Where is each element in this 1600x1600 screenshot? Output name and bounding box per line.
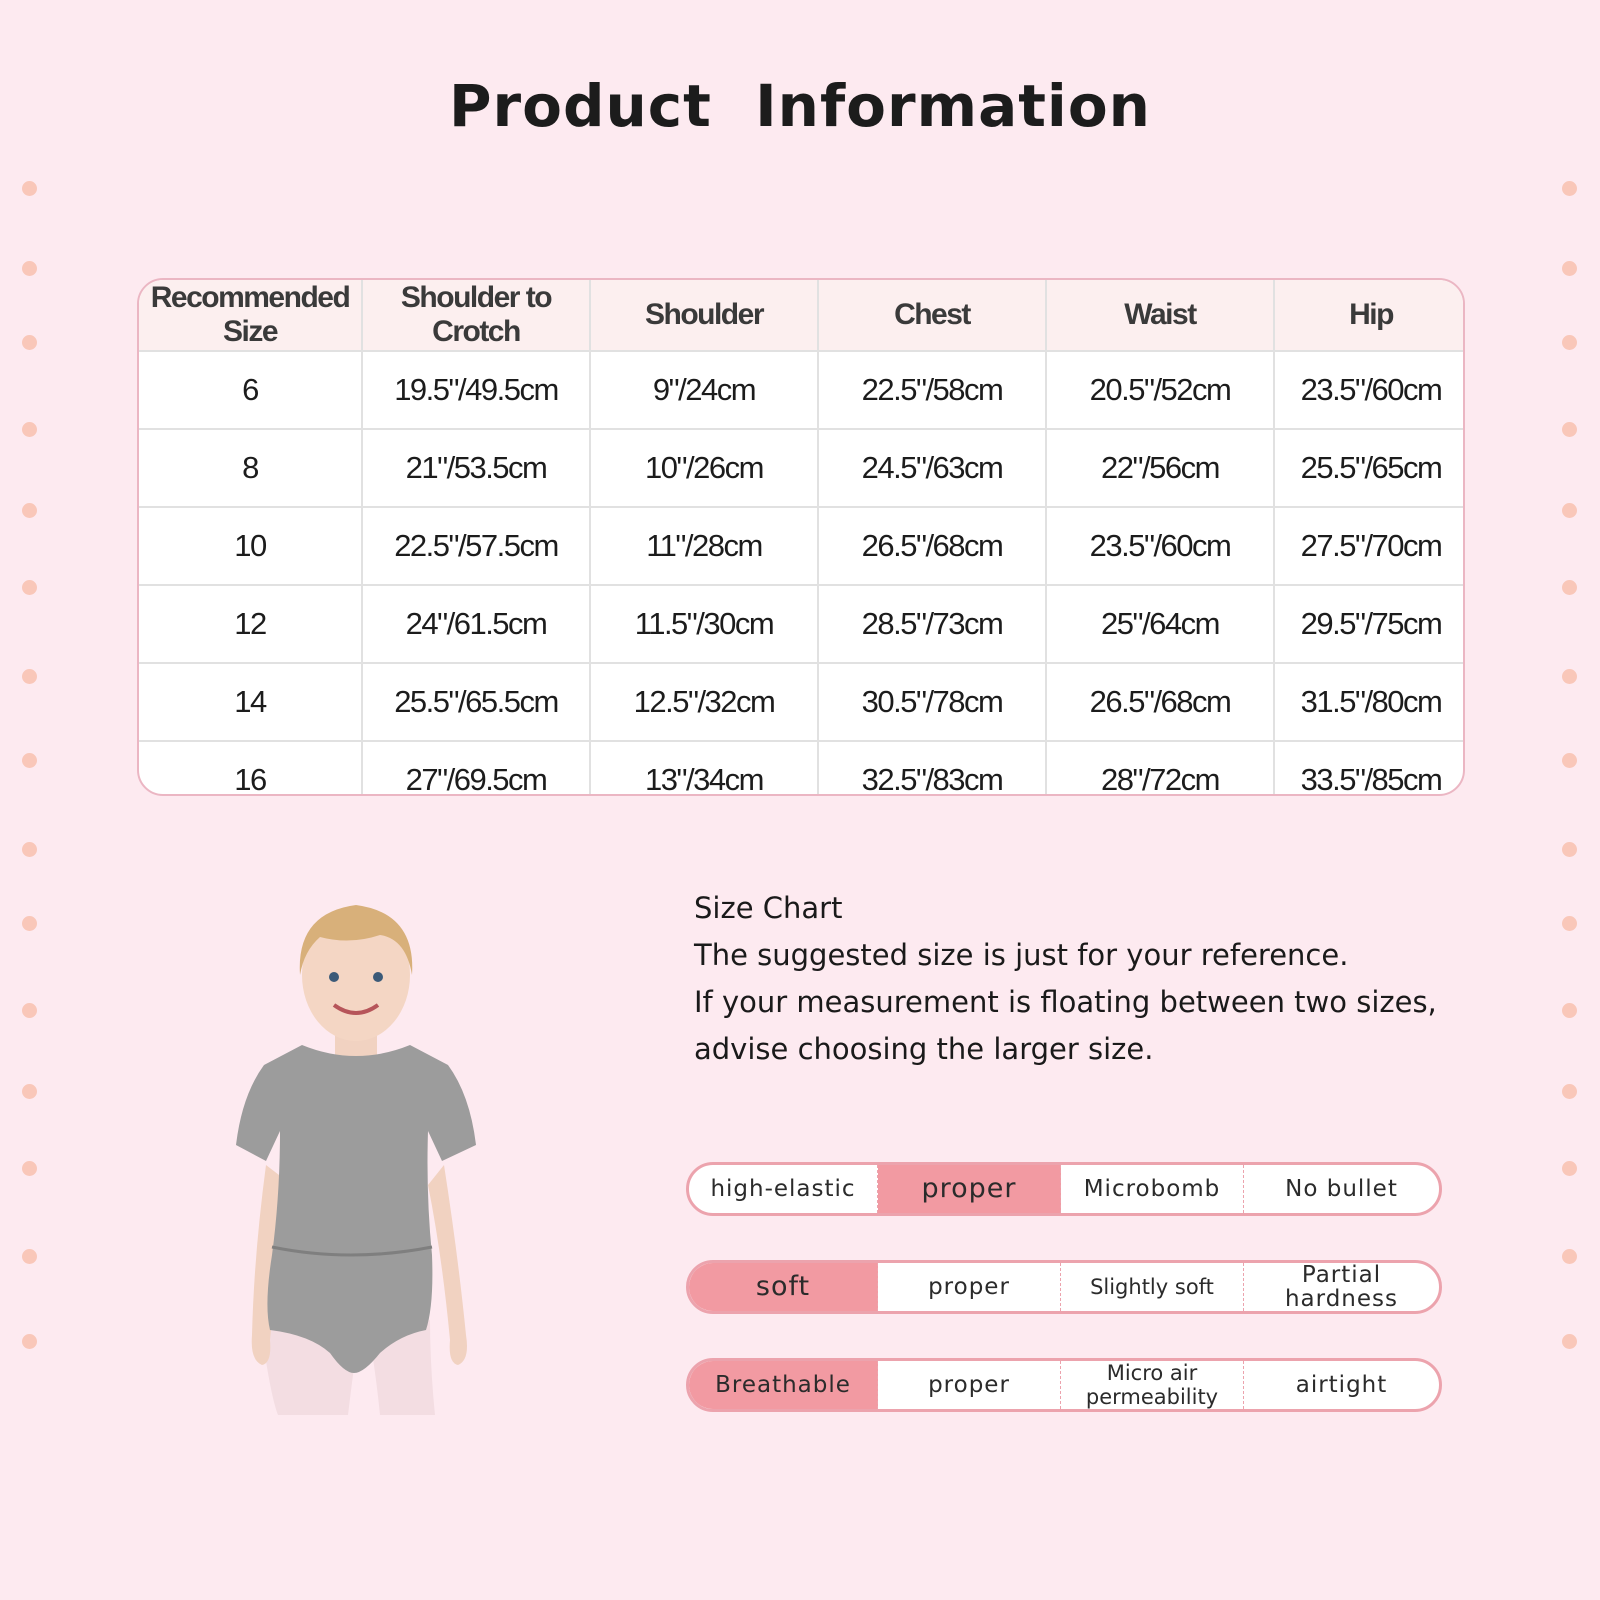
table-cell: 10"/26cm — [590, 429, 818, 507]
size-note — [694, 885, 1494, 1073]
right-arm — [428, 1165, 467, 1365]
decorative-dot — [22, 422, 37, 437]
table-row — [139, 351, 1465, 429]
decorative-dot — [1562, 916, 1577, 931]
right-eye — [373, 972, 383, 982]
decorative-dot — [22, 753, 37, 768]
table-cell: 29.5"/75cm — [1274, 585, 1465, 663]
column-header-shoulder: Shoulder — [590, 280, 818, 351]
column-header-hip: Hip — [1274, 280, 1465, 351]
decorative-dot — [22, 669, 37, 684]
decorative-dot — [1562, 261, 1577, 276]
decorative-dot — [1562, 1161, 1577, 1176]
table-cell: 32.5"/83cm — [818, 741, 1046, 796]
decorative-dot — [22, 1249, 37, 1264]
table-cell: 33.5"/85cm — [1300, 762, 1442, 796]
breathability-option-breathable-selected: Breathable — [689, 1361, 878, 1409]
decorative-dot — [1562, 422, 1577, 437]
decorative-dot — [1562, 1084, 1577, 1099]
column-header-chest: Chest — [818, 280, 1046, 351]
breathability-option-airtight: airtight — [1295, 1372, 1388, 1398]
table-cell: 12 — [139, 585, 362, 663]
size-table — [137, 278, 1465, 796]
table-cell: 27"/69.5cm — [362, 741, 590, 796]
decorative-dot — [1562, 753, 1577, 768]
table-cell: 30.5"/78cm — [818, 663, 1046, 741]
softness-option-slightly-soft: Slightly soft — [1061, 1263, 1244, 1311]
column-header-waist: Waist — [1046, 280, 1274, 351]
table-cell: 26.5"/68cm — [1046, 663, 1274, 741]
table-cell: 16 — [139, 741, 362, 796]
left-eye — [329, 972, 339, 982]
elasticity-option-no-bullet: No bullet — [1285, 1176, 1398, 1202]
softness-option-partial-hardness: Partial hardness — [1284, 1262, 1399, 1312]
table-row — [139, 741, 1465, 796]
table-cell: 28.5"/73cm — [818, 585, 1046, 663]
table-row — [139, 507, 1465, 585]
table-cell: 24"/61.5cm — [362, 585, 590, 663]
elasticity-option-high-elastic: high-elastic — [689, 1165, 878, 1213]
left-dot-border — [20, 0, 40, 1600]
decorative-dot — [1562, 1249, 1577, 1264]
decorative-dot — [22, 1161, 37, 1176]
decorative-dot — [22, 1003, 37, 1018]
table-cell: 22.5"/58cm — [818, 351, 1046, 429]
table-cell: 25.5"/65.5cm — [362, 663, 590, 741]
table-cell: 24.5"/63cm — [818, 429, 1046, 507]
softness-scale — [686, 1260, 1442, 1314]
decorative-dot — [1562, 335, 1577, 350]
table-cell: 23.5"/60cm — [1046, 507, 1274, 585]
table-cell: 27.5"/70cm — [1274, 507, 1465, 585]
breathability-scale — [686, 1358, 1442, 1412]
decorative-dot — [1562, 669, 1577, 684]
size-note-line: If your measurement is floating between two sizes, — [694, 985, 1437, 1019]
decorative-dot — [1562, 1334, 1577, 1349]
decorative-dot — [1562, 580, 1577, 595]
softness-option-soft-selected: soft — [689, 1263, 878, 1311]
softness-option-proper: proper — [878, 1263, 1061, 1311]
size-note-heading: Size Chart — [694, 891, 843, 925]
decorative-dot — [22, 1084, 37, 1099]
elasticity-option-proper-selected: proper — [878, 1165, 1061, 1213]
decorative-dot — [22, 1334, 37, 1349]
table-cell: 25.5"/65cm — [1274, 429, 1465, 507]
table-cell: 20.5"/52cm — [1046, 351, 1274, 429]
decorative-dot — [22, 503, 37, 518]
table-cell: 31.5"/80cm — [1274, 663, 1465, 741]
table-cell: 14 — [139, 663, 362, 741]
breathability-option-proper: proper — [878, 1361, 1061, 1409]
elasticity-scale — [686, 1162, 1442, 1216]
breathability-option-micro-air-permeability: Micro air permeability — [1061, 1361, 1244, 1409]
size-note-line: The suggested size is just for your reference. — [694, 938, 1349, 972]
decorative-dot — [22, 261, 37, 276]
decorative-dot — [22, 842, 37, 857]
table-row — [139, 429, 1465, 507]
table-cell: 12.5"/32cm — [590, 663, 818, 741]
decorative-dot — [22, 181, 37, 196]
table-row — [139, 585, 1465, 663]
table-row — [139, 663, 1465, 741]
table-cell: 10 — [139, 507, 362, 585]
table-cell: 22"/56cm — [1046, 429, 1274, 507]
elasticity-option-microbomb: Microbomb — [1061, 1165, 1244, 1213]
child-model-illustration — [230, 895, 510, 1420]
table-cell: 26.5"/68cm — [818, 507, 1046, 585]
table-cell: 8 — [139, 429, 362, 507]
table-cell: 9"/24cm — [590, 351, 818, 429]
table-header-row — [139, 280, 1465, 351]
decorative-dot — [22, 916, 37, 931]
right-dot-border — [1560, 0, 1580, 1600]
table-cell: 6 — [139, 351, 362, 429]
table-cell: 23.5"/60cm — [1274, 351, 1465, 429]
table-cell: 19.5"/49.5cm — [362, 351, 590, 429]
decorative-dot — [22, 335, 37, 350]
decorative-dot — [1562, 181, 1577, 196]
table-cell: 13"/34cm — [590, 741, 818, 796]
column-header-shoulder-to-crotch: Shoulder to Crotch — [362, 280, 590, 351]
column-header-recommended-size: Recommended Size — [139, 280, 362, 351]
table-cell: 28"/72cm — [1046, 741, 1274, 796]
decorative-dot — [22, 580, 37, 595]
table-cell: 25"/64cm — [1046, 585, 1274, 663]
decorative-dot — [1562, 503, 1577, 518]
decorative-dot — [1562, 842, 1577, 857]
size-note-line: advise choosing the larger size. — [694, 1032, 1154, 1066]
table-cell: 11.5"/30cm — [590, 585, 818, 663]
table-cell: 21"/53.5cm — [362, 429, 590, 507]
table-cell: 22.5"/57.5cm — [362, 507, 590, 585]
decorative-dot — [1562, 1003, 1577, 1018]
table-cell: 11"/28cm — [590, 507, 818, 585]
page-title: Product Information — [449, 72, 1151, 140]
